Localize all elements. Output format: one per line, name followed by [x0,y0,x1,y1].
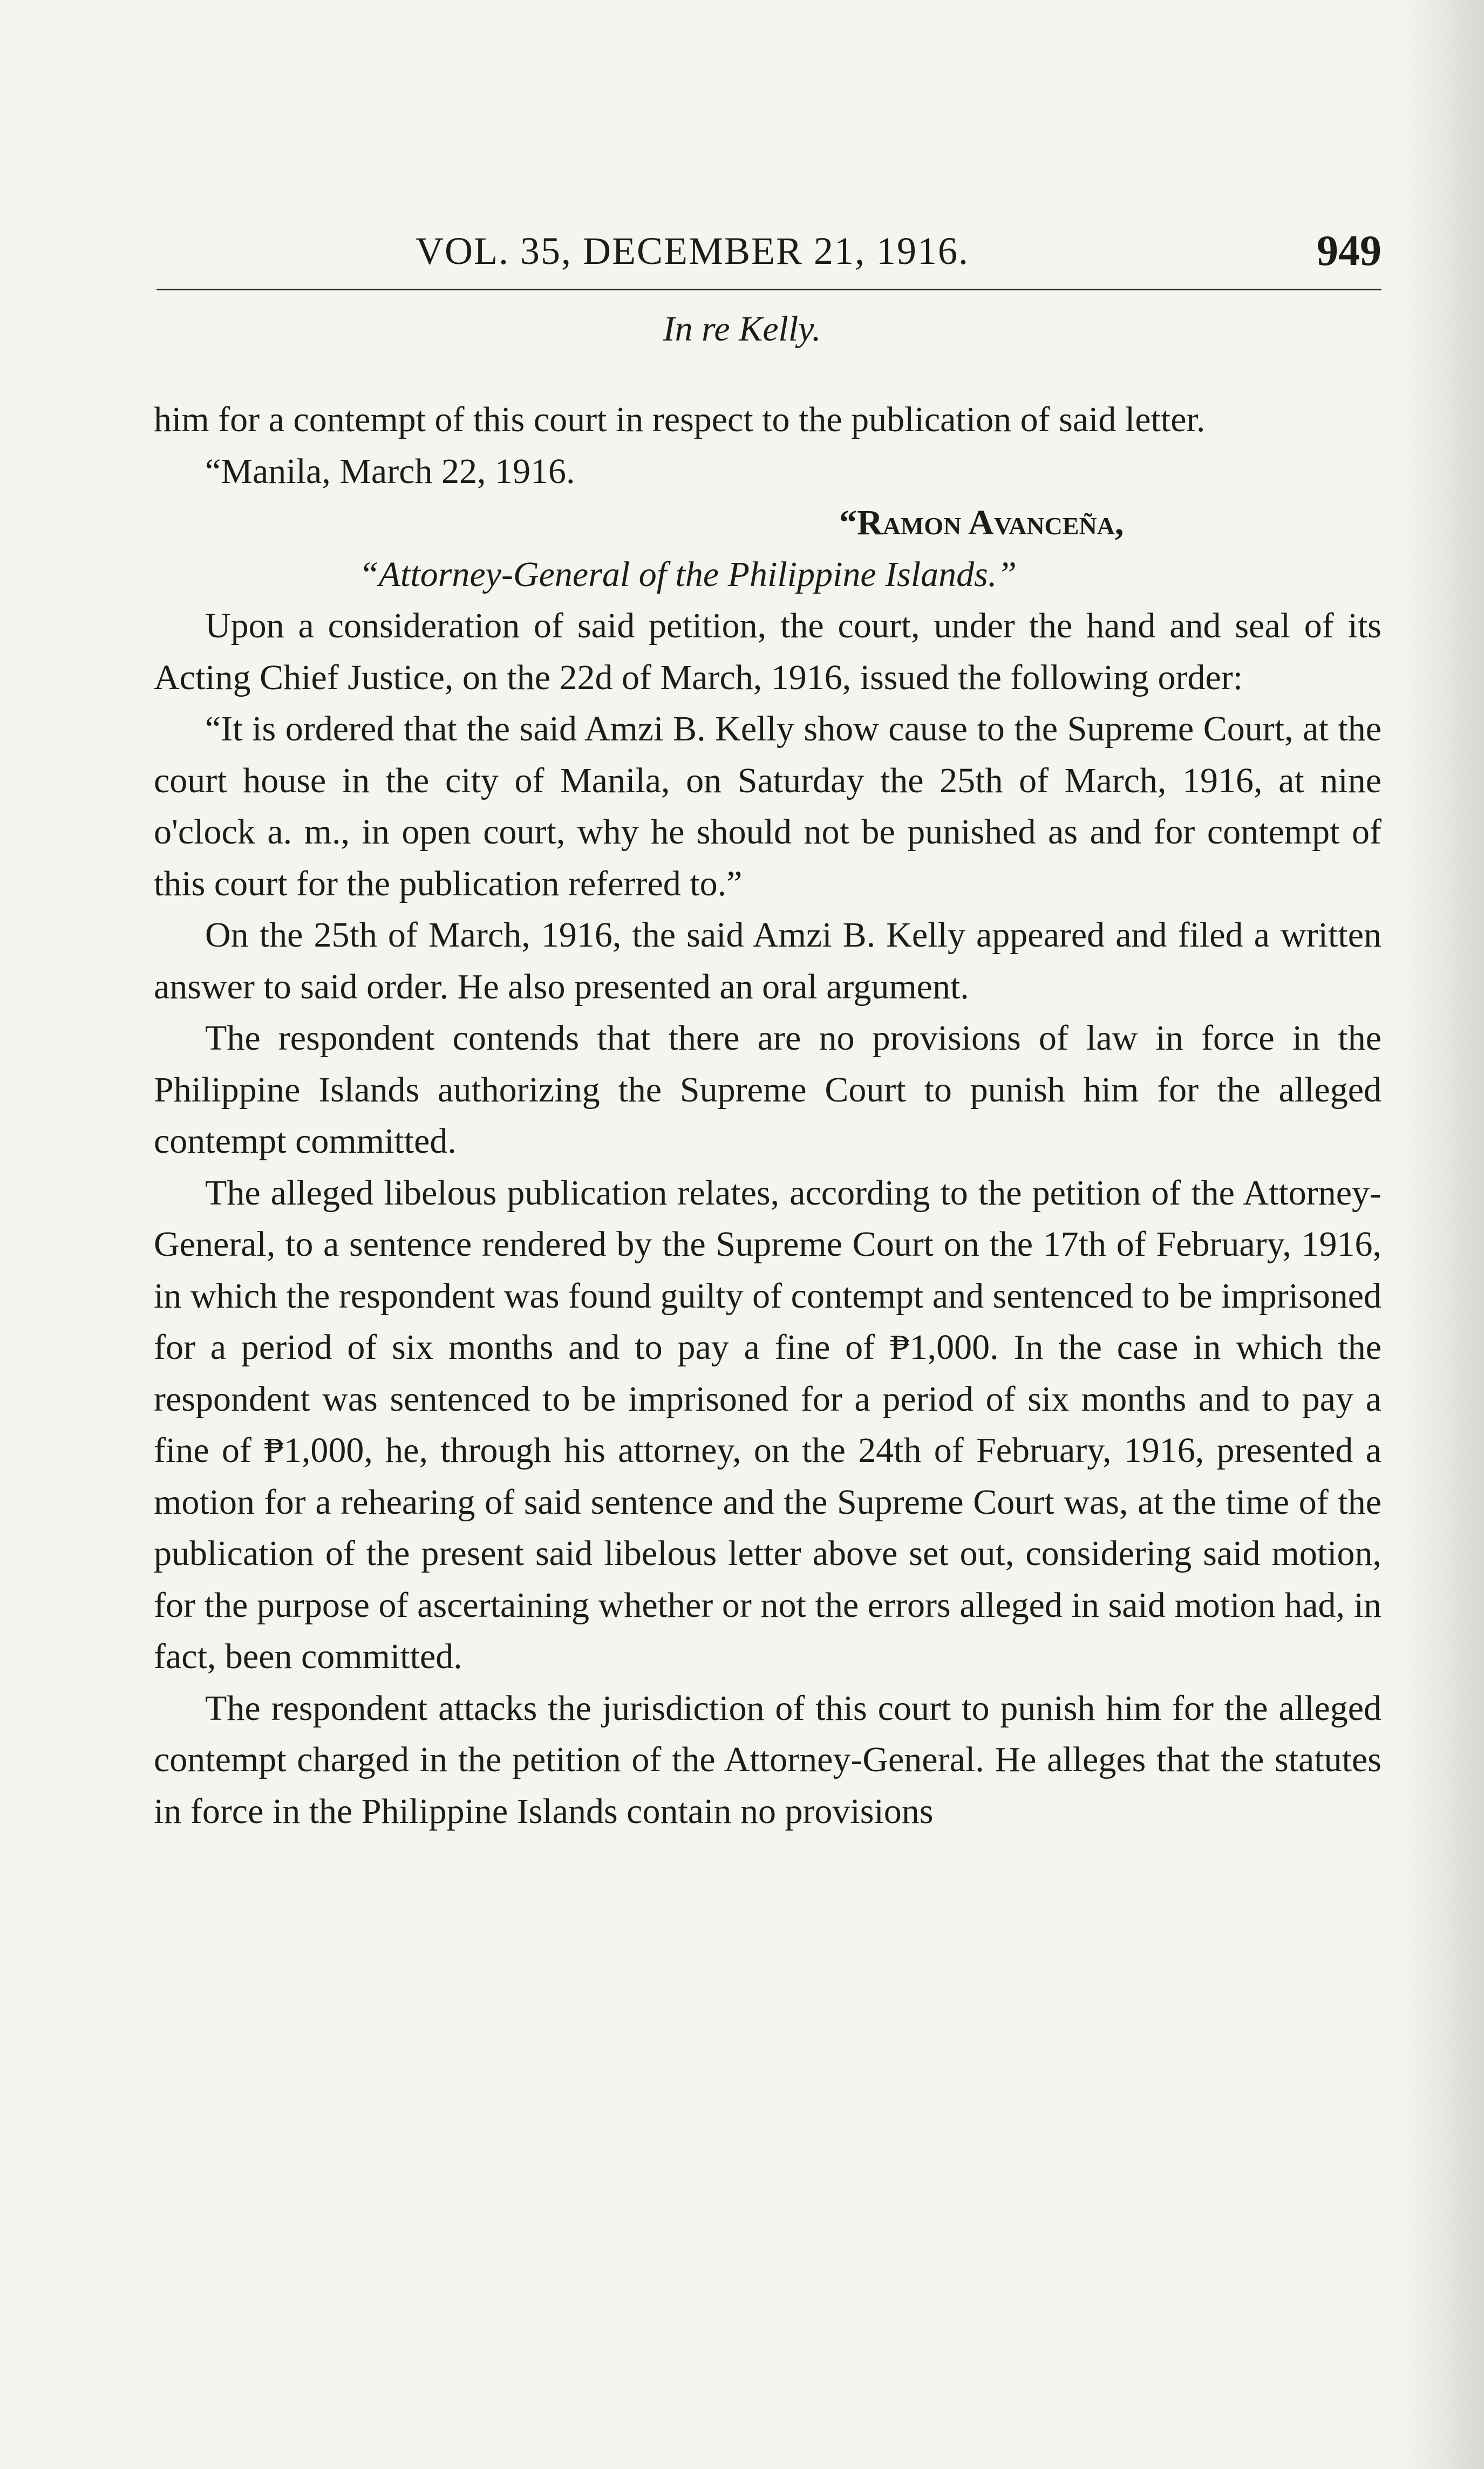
paragraph: The respondent contends that there are no provisions of law in force in the Philippine Islands authorizing the Supreme Court to punish him for the alleged contempt committed. [154,1018,1381,1161]
page-number: 949 [1317,227,1381,275]
order-quote: “It is ordered that the said Amzi B. Kelly show cause to the Supreme Court, at the court house in the city of Manila, on Saturday the 25th of March, 1916, at nine o'clock a. m., in open court, why he should not be punished as and for contempt of this court for the publication referred to.” [154,709,1381,903]
running-head: VOL. 35, DECEMBER 21, 1916. [416,229,969,273]
paragraph: Upon a consideration of said petition, the court, under the hand and seal of its Acting Chief Justice, on the 22d of March, 1916, issued the following order: [154,606,1381,697]
case-title: In re Kelly. [663,309,821,349]
body-text [154,394,1381,1837]
paragraph: The respondent attacks the jurisdiction of this court to punish him for the alleged contempt charged in the petition of the Attorney-General. He alleges that the statutes in force in the Philippine Islands contain no provisions [154,1688,1381,1831]
signature-title: “Attorney-General of the Philippine Islands.” [359,554,1017,594]
page-header [156,221,1381,281]
dateline: “Manila, March 22, 1916. [205,451,575,491]
header-rule [156,289,1381,290]
paragraph: him for a contempt of this court in respect to the publication of said letter. [154,400,1206,439]
paragraph: The alleged libelous publication relates, according to the petition of the Attorney-General, to a sentence rendered by the Supreme Court on the 17th of February, 1916, in which the respondent was found guilty of contempt and sentenced to be imprisoned for a period of six months and to pay a fine of ₱1,000. In the case in which the respondent was sentenced to be imprisoned for a period of six months and to pay a fine of ₱1,000, he, through his attorney, on the 24th of February, 1916, presented a motion for a rehearing of said sentence and the Supreme Court was, at the time of the publication of the present said libelous letter above set out, considering said motion, for the purpose of ascertaining whether or not the errors alleged in said motion had, in fact, been committed. [154,1173,1381,1676]
page-edge-shadow [1403,0,1484,2469]
signature-name: “Ramon Avanceña, [839,503,1124,542]
paragraph: On the 25th of March, 1916, the said Amzi B. Kelly appeared and filed a written answer to said order. He also presented an oral argument. [154,915,1381,1006]
